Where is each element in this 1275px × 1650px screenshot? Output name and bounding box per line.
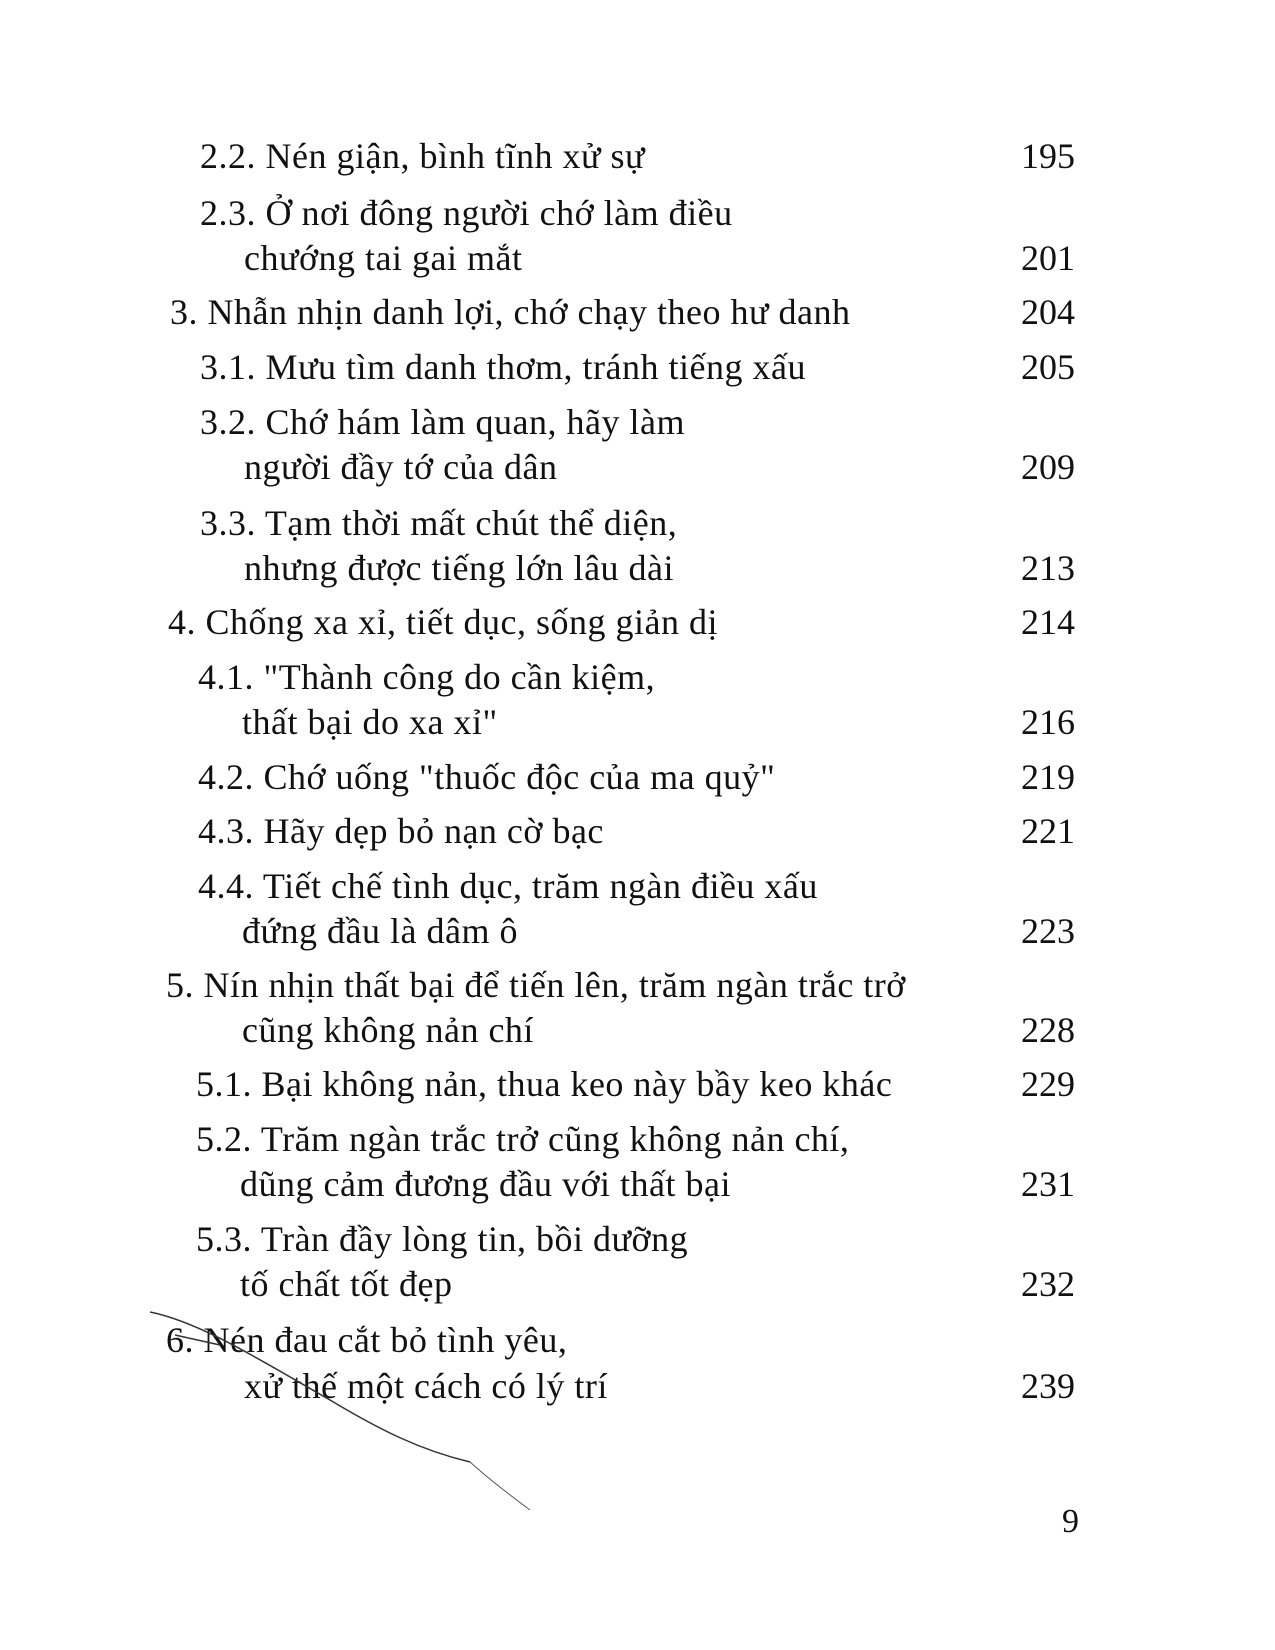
toc-entry-3-3-title-cont: nhưng được tiếng lớn lâu dài bbox=[244, 548, 675, 588]
toc-entry-2-3-title: 2.3. Ở nơi đông người chớ làm điều bbox=[200, 193, 733, 233]
toc-entry-4-4-page: 223 bbox=[1021, 911, 1075, 951]
page-number: 9 bbox=[1062, 1503, 1079, 1540]
toc-entry-4-page: 214 bbox=[1021, 602, 1075, 642]
toc-entry-4-title: 4. Chống xa xỉ, tiết dục, sống giản dị bbox=[168, 602, 718, 642]
toc-entry-2-2-page: 195 bbox=[1021, 136, 1075, 176]
toc-entry-4-3-page: 221 bbox=[1021, 811, 1075, 851]
toc-entry-4-4-title: 4.4. Tiết chế tình dục, trăm ngàn điều xấu bbox=[198, 866, 818, 906]
toc-entry-3-1-title: 3.1. Mưu tìm danh thơm, tránh tiếng xấu bbox=[200, 347, 806, 387]
toc-entry-6-title: 6. Nén đau cắt bỏ tình yêu, bbox=[166, 1320, 568, 1360]
toc-entry-5-3-page: 232 bbox=[1021, 1264, 1075, 1304]
toc-entry-4-1-title-cont: thất bại do xa xỉ" bbox=[242, 702, 498, 742]
toc-entry-5-3-title: 5.3. Tràn đầy lòng tin, bồi dưỡng bbox=[196, 1219, 689, 1259]
toc-entry-4-3-title: 4.3. Hãy dẹp bỏ nạn cờ bạc bbox=[198, 811, 604, 851]
toc-entry-5-1-title: 5.1. Bại không nản, thua keo này bầy keo khác bbox=[196, 1064, 893, 1104]
toc-entry-3-1-page: 205 bbox=[1021, 347, 1075, 387]
toc-entry-6-title-cont: xử thế một cách có lý trí bbox=[244, 1366, 608, 1406]
toc-entry-3-3-title: 3.3. Tạm thời mất chút thể diện, bbox=[200, 503, 678, 543]
toc-entry-4-1-title: 4.1. "Thành công do cần kiệm, bbox=[198, 657, 656, 697]
toc-entry-4-2-title: 4.2. Chớ uống "thuốc độc của ma quỷ" bbox=[198, 757, 776, 797]
toc-entry-4-4-title-cont: đứng đầu là dâm ô bbox=[242, 911, 518, 951]
toc-entry-2-2-title: 2.2. Nén giận, bình tĩnh xử sự bbox=[200, 136, 645, 176]
toc-entry-3-page: 204 bbox=[1021, 292, 1075, 332]
toc-entry-5-2-title-cont: dũng cảm đương đầu với thất bại bbox=[240, 1164, 731, 1204]
toc-entry-5-title-cont: cũng không nản chí bbox=[242, 1010, 534, 1050]
toc-entry-5-2-title: 5.2. Trăm ngàn trắc trở cũng không nản chí, bbox=[196, 1119, 850, 1159]
toc-entry-5-page: 228 bbox=[1021, 1010, 1075, 1050]
toc-entry-5-3-title-cont: tố chất tốt đẹp bbox=[240, 1264, 453, 1304]
toc-entry-5-1-page: 229 bbox=[1021, 1064, 1075, 1104]
toc-entry-4-1-page: 216 bbox=[1021, 702, 1075, 742]
toc-entry-2-3-title-cont: chướng tai gai mắt bbox=[244, 238, 523, 278]
toc-entry-5-title: 5. Nín nhịn thất bại để tiến lên, trăm ngàn trắc trở bbox=[166, 965, 906, 1005]
toc-entry-5-2-page: 231 bbox=[1021, 1164, 1075, 1204]
toc-entry-6-page: 239 bbox=[1021, 1366, 1075, 1406]
toc-entry-3-2-title: 3.2. Chớ hám làm quan, hãy làm bbox=[200, 402, 685, 442]
toc-entry-3-title: 3. Nhẫn nhịn danh lợi, chớ chạy theo hư danh bbox=[170, 292, 851, 332]
toc-entry-2-3-page: 201 bbox=[1021, 238, 1075, 278]
toc-entry-3-3-page: 213 bbox=[1021, 548, 1075, 588]
toc-entry-3-2-title-cont: người đầy tớ của dân bbox=[244, 447, 558, 487]
toc-entry-4-2-page: 219 bbox=[1021, 757, 1075, 797]
toc-entry-3-2-page: 209 bbox=[1021, 447, 1075, 487]
